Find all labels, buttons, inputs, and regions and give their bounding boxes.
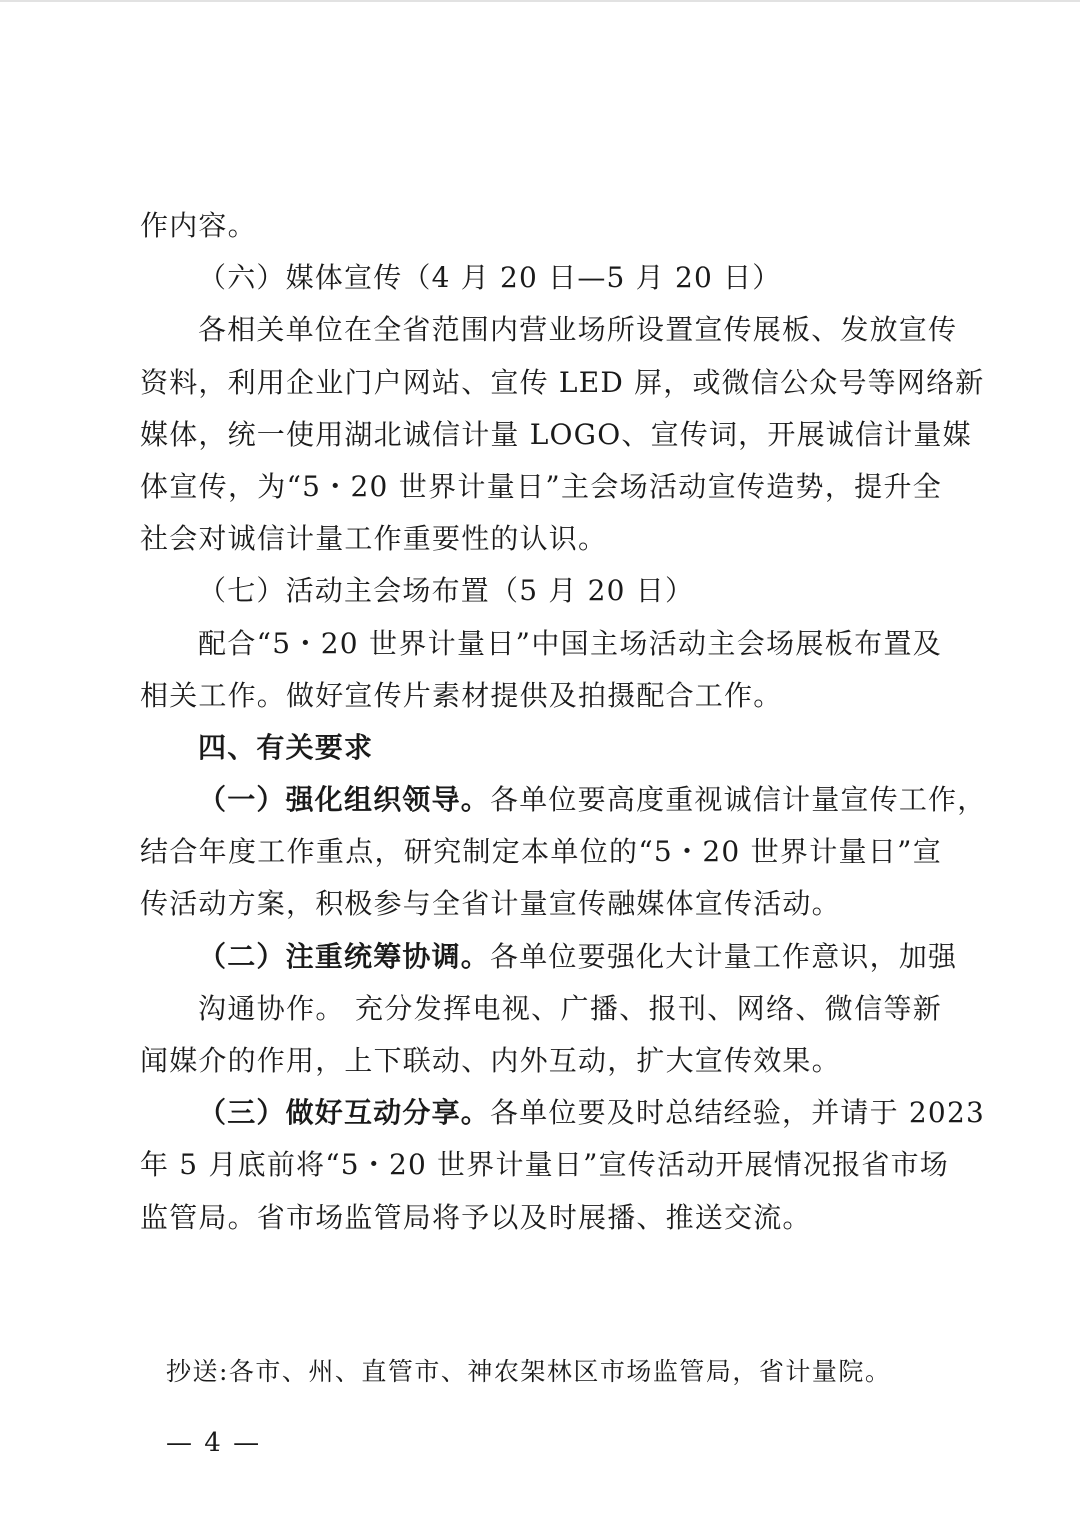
text-line: 作内容。 xyxy=(140,209,257,242)
text-line: 传活动方案，积极参与全省计量宣传融媒体宣传活动。 xyxy=(140,887,841,921)
top-border xyxy=(0,0,1080,2)
text-line: 资料，利用企业门户网站、宣传 LED 屏，或微信公众号等网络新 xyxy=(140,365,985,399)
text-line: 各相关单位在全省范围内营业场所设置宣传展板、发放宣传 xyxy=(198,313,958,347)
requirement-text: 各单位要及时总结经验，并请于 2023 xyxy=(490,1096,985,1130)
requirement-text: 各单位要强化大计量工作意识，加强 xyxy=(490,939,958,973)
text-line: 媒体，统一使用湖北诚信计量 LOGO、宣传词，开展诚信计量媒 xyxy=(140,417,972,451)
text-line: 监管局。省市场监管局将予以及时展播、推送交流。 xyxy=(140,1200,812,1234)
cc-line: 抄送:各市、州、直管市、神农架林区市场监管局，省计量院。 xyxy=(166,1357,892,1386)
text-line: 体宣传，为“5・20 世界计量日”主会场活动宣传造势，提升全 xyxy=(140,469,942,503)
text-line: 沟通协作。 充分发挥电视、广播、报刊、网络、微信等新 xyxy=(198,991,942,1025)
subheading-venue-setup: （七）活动主会场布置（5 月 20 日） xyxy=(198,574,695,608)
text-line: 结合年度工作重点，研究制定本单位的“5・20 世界计量日”宣 xyxy=(140,835,942,869)
subheading-media-promotion: （六）媒体宣传（4 月 20 日—5 月 20 日） xyxy=(198,261,782,295)
requirement-text: 各单位要高度重视诚信计量宣传工作， xyxy=(490,783,987,817)
document-body xyxy=(140,200,987,1244)
requirement-title: （一）强化组织领导。 xyxy=(198,783,491,817)
text-line: 年 5 月底前将“5・20 世界计量日”宣传活动开展情况报省市场 xyxy=(140,1148,949,1182)
text-line: 闻媒介的作用，上下联动、内外互动，扩大宣传效果。 xyxy=(140,1044,841,1077)
requirement-2 xyxy=(140,931,958,983)
text-line: 相关工作。做好宣传片素材提供及拍摄配合工作。 xyxy=(140,678,783,712)
section-heading-requirements: 四、有关要求 xyxy=(198,730,374,764)
text-line: 配合“5・20 世界计量日”中国主场活动主会场展板布置及 xyxy=(198,626,942,660)
requirement-title: （二）注重统筹协调。 xyxy=(198,939,491,973)
page-number: — 4 — xyxy=(166,1428,262,1458)
requirement-title: （三）做好互动分享。 xyxy=(198,1096,491,1130)
requirement-3 xyxy=(140,1087,985,1139)
requirement-1 xyxy=(140,774,987,826)
text-line: 社会对诚信计量工作重要性的认识。 xyxy=(140,522,608,556)
